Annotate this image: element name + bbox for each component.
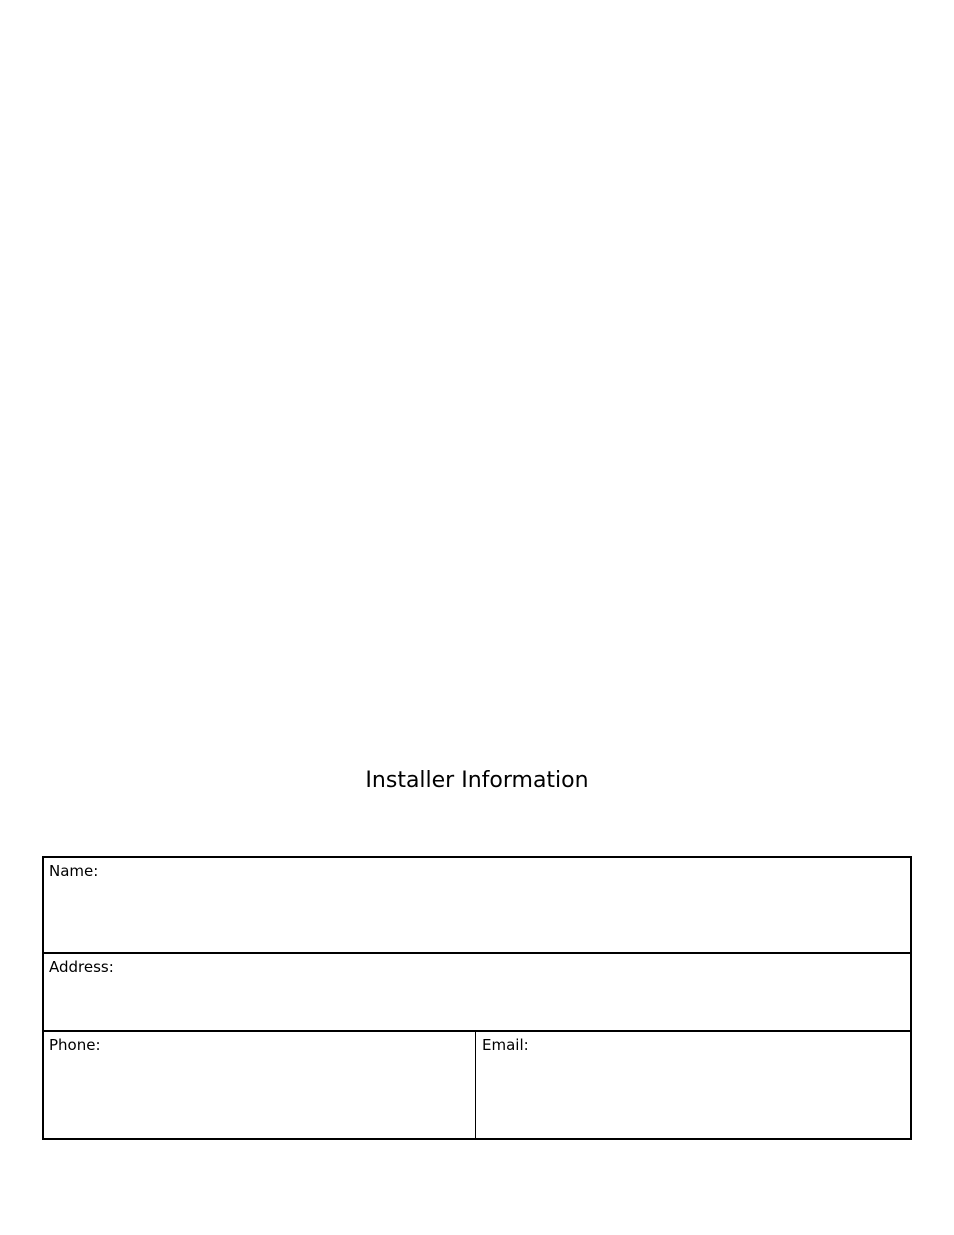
address-label: Address:	[49, 958, 114, 976]
email-label: Email:	[482, 1036, 529, 1054]
phone-label: Phone:	[49, 1036, 101, 1054]
name-row[interactable]	[44, 858, 910, 954]
installer-information-title: Installer Information	[365, 768, 589, 793]
contact-row	[44, 1032, 910, 1138]
phone-cell[interactable]	[44, 1032, 476, 1138]
email-cell[interactable]	[476, 1032, 910, 1138]
installer-information-form	[42, 856, 912, 1140]
address-row[interactable]	[44, 954, 910, 1032]
name-label: Name:	[49, 862, 99, 880]
